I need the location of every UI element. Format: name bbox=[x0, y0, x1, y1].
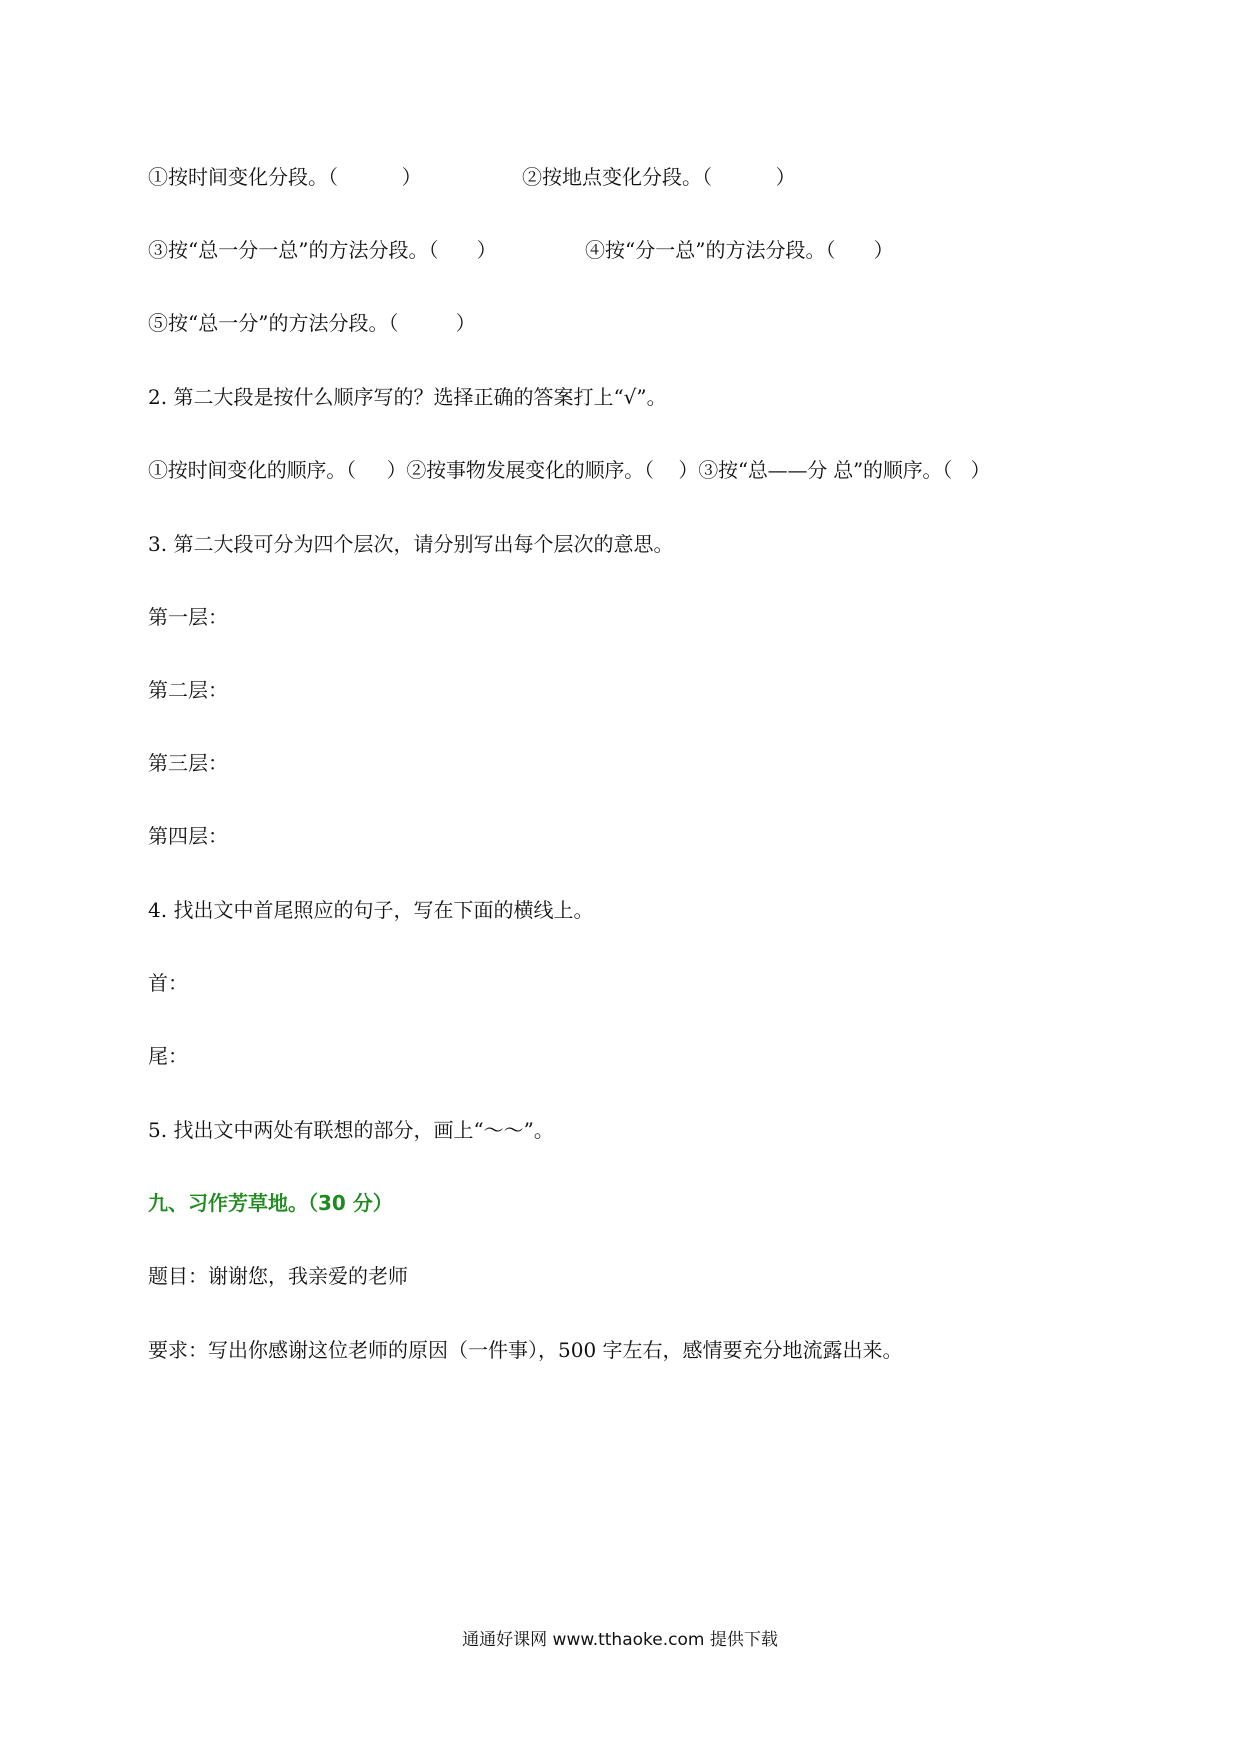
tail-label: 尾： bbox=[148, 1044, 188, 1068]
question-2-options: ①按时间变化的顺序。（ ）②按事物发展变化的顺序。（ ）③按“总——分 总”的顺序。（ ） bbox=[148, 458, 991, 482]
footer-credit: 通通好课网 www.tthaoke.com 提供下载 bbox=[462, 1630, 778, 1650]
option-1: ①按时间变化分段。（ ） bbox=[148, 165, 422, 189]
question-4: 4. 找出文中首尾照应的句子，写在下面的横线上。 bbox=[148, 898, 594, 922]
option-5: ⑤按“总一分”的方法分段。（ ） bbox=[148, 311, 476, 335]
question-5: 5. 找出文中两处有联想的部分，画上“～～”。 bbox=[148, 1118, 554, 1142]
composition-topic: 题目：谢谢您，我亲爱的老师 bbox=[148, 1264, 408, 1288]
layer-2-label: 第二层： bbox=[148, 678, 228, 702]
head-label: 首： bbox=[148, 971, 188, 995]
layer-1-label: 第一层： bbox=[148, 605, 228, 629]
question-2: 2. 第二大段是按什么顺序写的？选择正确的答案打上“√”。 bbox=[148, 385, 667, 409]
option-2: ②按地点变化分段。（ ） bbox=[522, 165, 796, 189]
option-3: ③按“总一分一总”的方法分段。（ ） bbox=[148, 238, 497, 262]
layer-4-label: 第四层： bbox=[148, 824, 228, 848]
question-3: 3. 第二大段可分为四个层次，请分别写出每个层次的意思。 bbox=[148, 532, 674, 556]
option-4: ④按“分一总”的方法分段。（ ） bbox=[585, 238, 894, 262]
section-9-heading: 九、习作芳草地。（30 分） bbox=[148, 1191, 393, 1215]
layer-3-label: 第三层： bbox=[148, 751, 228, 775]
composition-requirement: 要求：写出你感谢这位老师的原因（一件事），500 字左右，感情要充分地流露出来。 bbox=[148, 1338, 903, 1362]
